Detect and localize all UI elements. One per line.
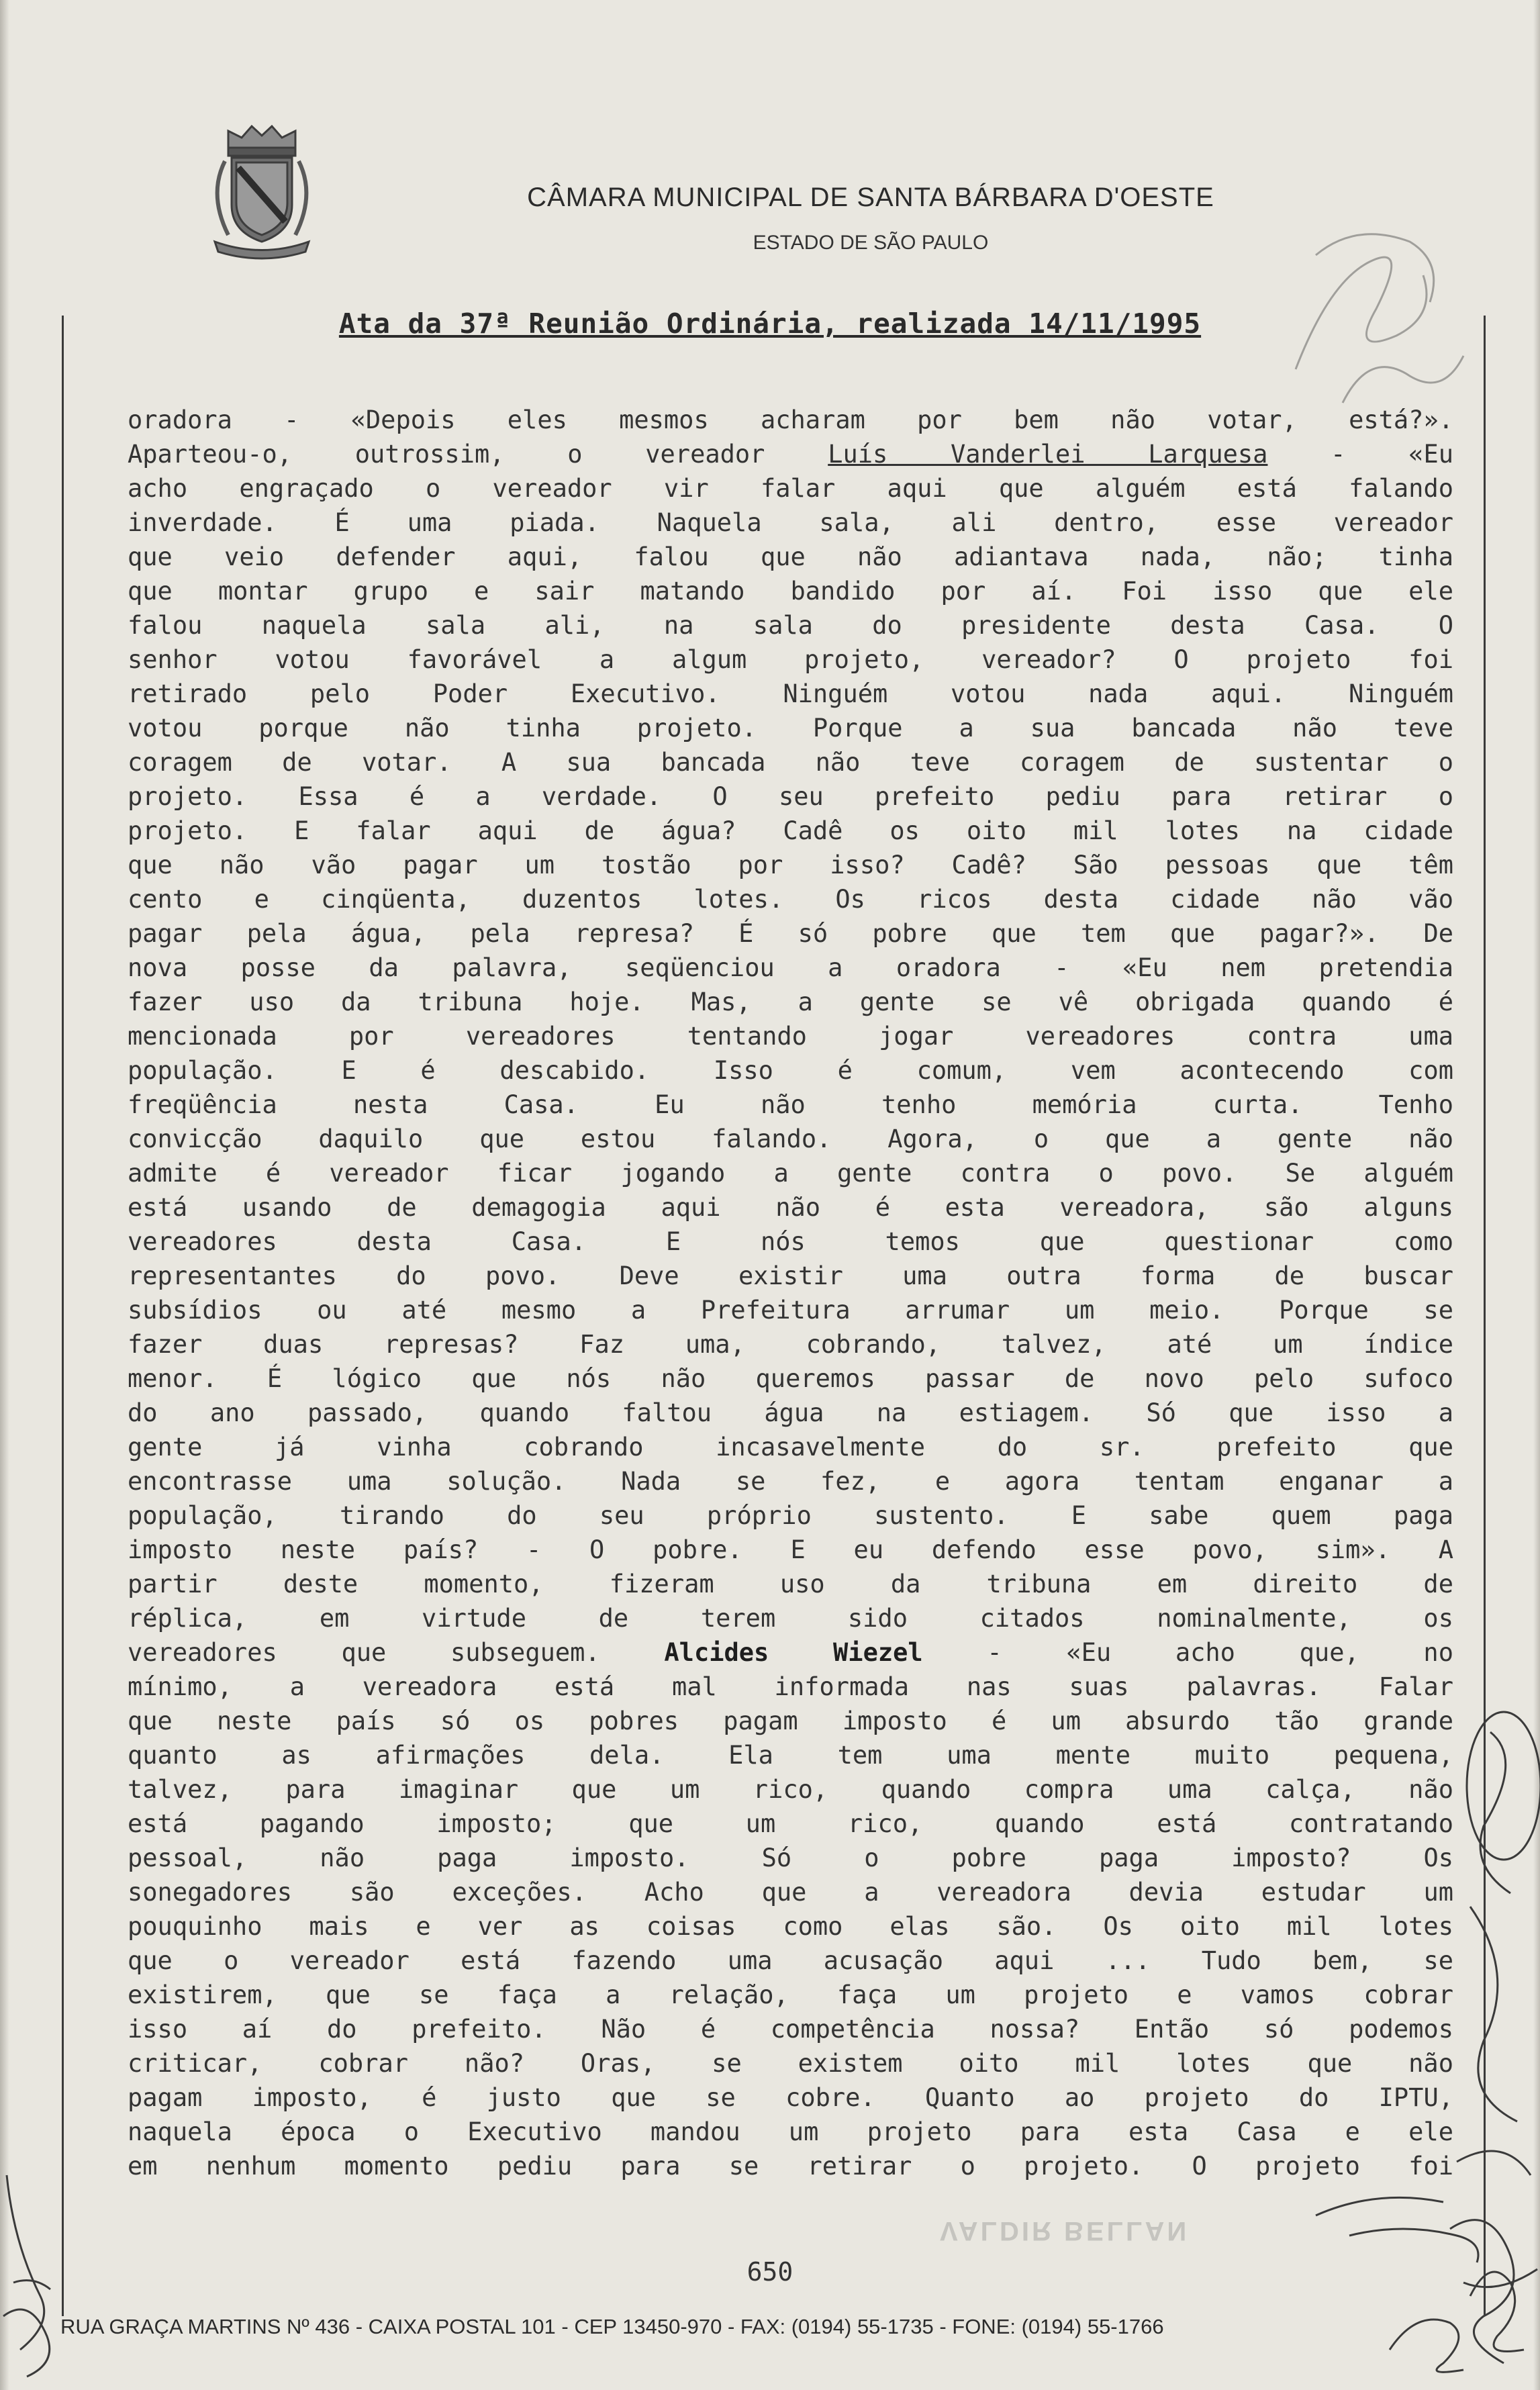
body-line: Aparteou-o, outrossim, o vereador Luís Vanderlei Larquesa - «Eu [128,440,1453,469]
body-line: talvez, para imaginar que um rico, quando compra uma calça, não [128,1775,1453,1804]
body-line: partir deste momento, fizeram uso da tribuna em direito de [128,1570,1453,1598]
body-line: gente já vinha cobrando incasavelmente do sr. prefeito que [128,1433,1453,1462]
body-line: sonegadores são exceções. Acho que a vereadora devia estudar um [128,1878,1453,1907]
body-line: existirem, que se faça a relação, faça um projeto e vamos cobrar [128,1980,1453,2009]
body-line: quanto as afirmações dela. Ela tem uma mente muito pequena, [128,1741,1453,1770]
body-line: projeto. E falar aqui de água? Cadê os oito mil lotes na cidade [128,816,1453,845]
body-line: vereadores que subseguem. Alcides Wiezel - «Eu acho que, no [128,1638,1453,1667]
body-line: convicção daquilo que estou falando. Agora, o que a gente não [128,1125,1453,1153]
body-line: criticar, cobrar não? Oras, se existem oito mil lotes que não [128,2049,1453,2078]
body-line: representantes do povo. Deve existir uma outra forma de buscar [128,1261,1453,1290]
body-line: está usando de demagogia aqui não é esta vereadora, são alguns [128,1193,1453,1222]
speaker-name: Alcides Wiezel [664,1638,923,1667]
body-line: mínimo, a vereadora está mal informada nas suas palavras. Falar [128,1672,1453,1701]
footer-address: RUA GRAÇA MARTINS Nº 436 - CAIXA POSTAL 101 - CEP 13450-970 - FAX: (0194) 55-1735 - FONE: (0194) 55-1766 [60,2315,1164,2338]
body-line: menor. É lógico que nós não queremos passar de novo pelo sufoco [128,1364,1453,1393]
body-line: vereadores desta Casa. E nós temos que questionar como [128,1227,1453,1256]
body-line: imposto neste país? - O pobre. E eu defendo esse povo, sim». A [128,1535,1453,1564]
body-line: inverdade. É uma piada. Naquela sala, ali dentro, esse vereador [128,508,1453,537]
councilman-name: Luís Vanderlei Larquesa [828,440,1268,469]
body-line: que não vão pagar um tostão por isso? Cadê? São pessoas que têm [128,851,1453,879]
institution-name: CÂMARA MUNICIPAL DE SANTA BÁRBARA D'OESTE [527,183,1214,212]
body-line: que o vereador está fazendo uma acusação aqui ... Tudo bem, se [128,1946,1453,1975]
body-line: pagam imposto, é justo que se cobre. Quanto ao projeto do IPTU, [128,2083,1453,2112]
body-line: oradora - «Depois eles mesmos acharam por bem não votar, está?». [128,405,1453,434]
state-name: ESTADO DE SÃO PAULO [753,232,989,254]
body-line: está pagando imposto; que um rico, quando está contratando [128,1809,1453,1838]
body-line: pagar pela água, pela represa? É só pobre que tem que pagar?». De [128,919,1453,948]
body-line: votou porque não tinha projeto. Porque a sua bancada não teve [128,714,1453,743]
right-margin-rule [1484,316,1486,2316]
body-line: projeto. Essa é a verdade. O seu prefeito pediu para retirar o [128,782,1453,811]
stamp-bleedthrough: VALDIR BELLAN [940,2216,1190,2246]
body-line: cento e cinqüenta, duzentos lotes. Os ricos desta cidade não vão [128,885,1453,914]
scan-edge-right [1533,0,1540,2390]
body-line: admite é vereador ficar jogando a gente contra o povo. Se alguém [128,1159,1453,1188]
scan-edge-left [0,0,9,2390]
body-line: coragem de votar. A sua bancada não teve coragem de sustentar o [128,748,1453,777]
body-line: acho engraçado o vereador vir falar aqui que alguém está falando [128,474,1453,503]
body-line: freqüência nesta Casa. Eu não tenho memória curta. Tenho [128,1090,1453,1119]
body-line: pessoal, não paga imposto. Só o pobre paga imposto? Os [128,1844,1453,1872]
minutes-title: Ata da 37ª Reunião Ordinária, realizada 14/11/1995 [338,307,1202,340]
body-line: pouquinho mais e ver as coisas como elas são. Os oito mil lotes [128,1912,1453,1941]
body-line: nova posse da palavra, seqüenciou a oradora - «Eu nem pretendia [128,953,1453,982]
body-line: naquela época o Executivo mandou um projeto para esta Casa e ele [128,2117,1453,2146]
body-line: isso aí do prefeito. Não é competência nossa? Então só podemos [128,2015,1453,2044]
minutes-body [128,403,1453,2183]
body-line: que neste país só os pobres pagam imposto é um absurdo tão grande [128,1707,1453,1735]
body-line: que veio defender aqui, falou que não adiantava nada, não; tinha [128,542,1453,571]
body-line: retirado pelo Poder Executivo. Ninguém votou nada aqui. Ninguém [128,679,1453,708]
page-number: 650 [747,2257,793,2287]
body-line: réplica, em virtude de terem sido citados nominalmente, os [128,1604,1453,1633]
body-line: fazer uso da tribuna hoje. Mas, a gente se vê obrigada quando é [128,988,1453,1016]
left-margin-rule [62,316,64,2316]
body-line: que montar grupo e sair matando bandido por aí. Foi isso que ele [128,577,1453,606]
body-line: população. E é descabido. Isso é comum, vem acontecendo com [128,1056,1453,1085]
body-line: subsídios ou até mesmo a Prefeitura arrumar um meio. Porque se [128,1296,1453,1325]
body-line: fazer duas represas? Faz uma, cobrando, talvez, até um índice [128,1330,1453,1359]
body-line: mencionada por vereadores tentando jogar vereadores contra uma [128,1022,1453,1051]
body-line: falou naquela sala ali, na sala do presidente desta Casa. O [128,611,1453,640]
body-line: senhor votou favorável a algum projeto, vereador? O projeto foi [128,645,1453,674]
body-line: encontrasse uma solução. Nada se fez, e agora tentam enganar a [128,1467,1453,1496]
body-line: população, tirando do seu próprio sustento. E sabe quem paga [128,1501,1453,1530]
body-line: em nenhum momento pediu para se retirar o projeto. O projeto foi [128,2152,1453,2181]
body-line: do ano passado, quando faltou água na estiagem. Só que isso a [128,1398,1453,1427]
